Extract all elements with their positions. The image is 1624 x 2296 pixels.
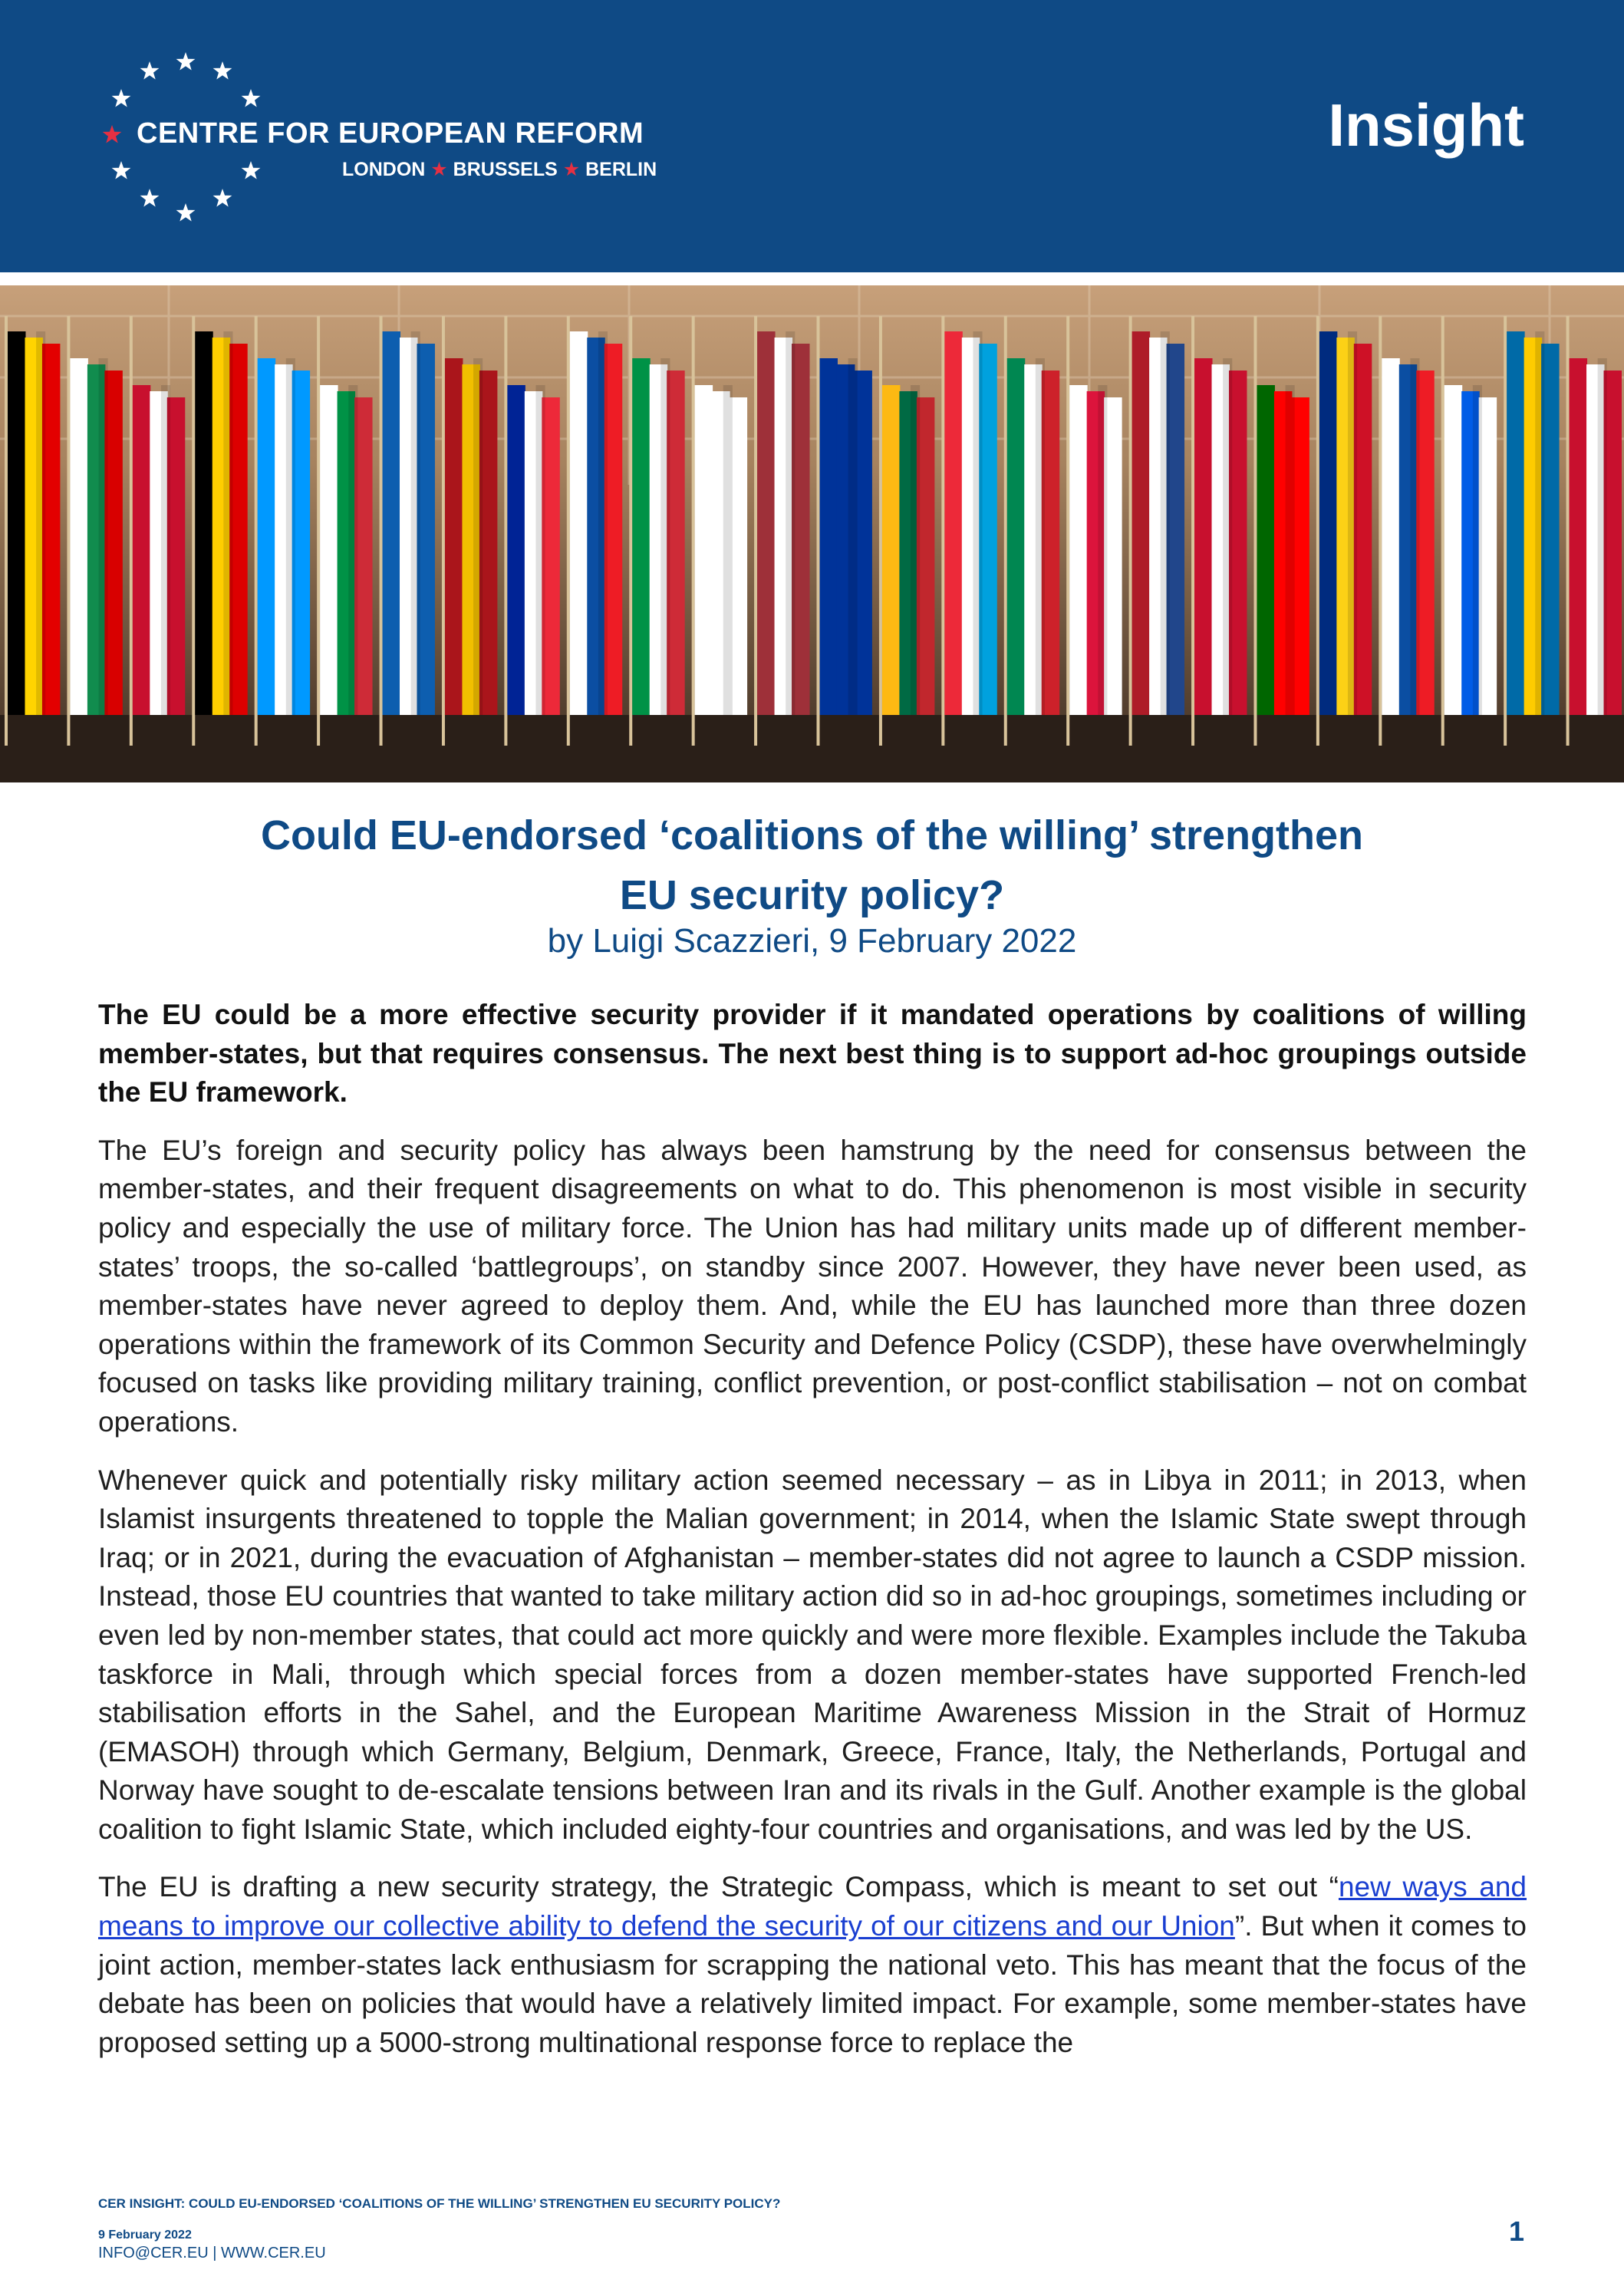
flag-pole: [1441, 316, 1444, 746]
flag-fold-shadow: [1098, 385, 1107, 715]
footer-series-title: CER INSIGHT: COULD EU-ENDORSED ‘COALITIONS OF THE WILLING’ STRENGTHEN EU SECURITY POLICY?: [98, 2196, 781, 2211]
flag-pole: [1066, 316, 1069, 746]
flag-pole: [380, 316, 383, 746]
city-brussels: BRUSSELS: [453, 159, 558, 180]
body-paragraph-3-start: The EU is drafting a new security strategy, the Strategic Compass, which is meant to set out “: [98, 1871, 1339, 1903]
publication-type: Insight: [1328, 91, 1524, 159]
flag-stripe: [1194, 358, 1212, 715]
flag-pole: [629, 316, 632, 746]
article-body: [98, 996, 1527, 2081]
flag-fold-shadow: [286, 358, 295, 715]
flag-stripe: [195, 331, 212, 715]
flag-stripe: [70, 358, 87, 715]
flag-pole: [1504, 316, 1507, 746]
byline: by Luigi Scazzieri, 9 February 2022: [547, 922, 1077, 960]
flag-fold-shadow: [161, 385, 170, 715]
flag-pole: [192, 316, 195, 746]
flag-stripe: [1132, 331, 1150, 715]
flag-fold-shadow: [786, 331, 795, 715]
flag-stripe: [632, 358, 650, 715]
flag-fold-shadow: [223, 331, 232, 715]
lead-paragraph: The EU could be a more effective security provider if it mandated operations by coalitions of willing member-states, but that requires consensus. The next best thing is to support ad-hoc groupings outside the EU framework.: [98, 999, 1527, 1108]
flag-pole: [504, 316, 507, 746]
flag-fold-shadow: [535, 385, 545, 715]
flag-fold-shadow: [1036, 358, 1045, 715]
flag-stripe: [757, 331, 775, 715]
flag-pole: [1004, 316, 1007, 746]
footer-website-link[interactable]: WWW.CER.EU: [220, 2245, 326, 2261]
body-paragraph-3: [98, 1868, 1527, 2062]
flag-pole: [317, 316, 320, 746]
header-banner: [0, 0, 1624, 272]
flag-stripe: [695, 385, 713, 715]
article-title: [92, 805, 1532, 925]
flag-stripe: [383, 331, 400, 715]
flag-stripe: [1069, 385, 1087, 715]
flag-pole: [879, 316, 882, 746]
flag-pole: [817, 316, 820, 746]
body-paragraph-1: The EU’s foreign and security policy has always been hamstrung by the need for consensus between the member-states, and their frequent disagreements on what to do. This phenomenon is most visible in security policy and especially the use of military force. The Union has had military units made up of different member-states’ troops, the so-called ‘battlegroups’, on standby since 2007. However, they have never been used, as member-states have never agreed to deploy them. And, while the EU has launched more than three dozen operations within the framework of its Common Security and Defence Policy (CSDP), these have overwhelmingly focused on tasks like providing military training, conflict prevention, or post-conflict stabilisation – not on combat operations.: [98, 1134, 1527, 1438]
flag-stripe: [1319, 331, 1337, 715]
flag-stripe: [320, 385, 338, 715]
city-london: LONDON: [342, 159, 426, 180]
article-title-line-1: Could EU-endorsed ‘coalitions of the willing’ strengthen: [260, 812, 1364, 858]
flag-fold-shadow: [848, 358, 858, 715]
flag-pole: [255, 316, 258, 746]
footer-separator: |: [212, 2245, 217, 2261]
flag-fold-shadow: [1598, 358, 1607, 715]
flag-fold-shadow: [99, 358, 108, 715]
flag-stripe: [445, 358, 463, 715]
flag-pole: [5, 316, 8, 746]
flag-pole: [1129, 316, 1132, 746]
flag-pole: [692, 316, 695, 746]
red-star-icon: ★: [562, 159, 581, 180]
city-berlin: BERLIN: [585, 159, 657, 180]
flag-fold-shadow: [1535, 331, 1544, 715]
flag-pole: [567, 316, 570, 746]
flag-pole: [67, 316, 70, 746]
flag-pole: [941, 316, 944, 746]
flag-stripe: [882, 385, 900, 715]
flag-fold-shadow: [1410, 358, 1419, 715]
body-paragraph-2: Whenever quick and potentially risky military action seemed necessary – as in Libya in 2011; in 2013, when Islamist insurgents threatened to topple the Malian government; in 2014, when the Islamic State swept through Iraq; or in 2021, during the evacuation of Afghanistan – member-states did not agree to launch a CSDP mission. Instead, those EU countries that wanted to take military action did so in ad-hoc groupings, sometimes including or even led by non-member states, that could act more quickly and were more flexible. Examples include the Takuba taskforce in Mali, through which special forces from a dozen member-states have supported French-led stabilisation efforts in the Sahel, and the European Maritime Awareness Mission in the Strait of Hormuz (EMASOH) through which Germany, Belgium, Denmark, Greece, France, Italy, the Netherlands, Portugal and Norway have sought to de-escalate tensions between Iran and its rivals in the Gulf. Another example is the global coalition to fight Islamic State, which included eighty-four countries and organisations, and was led by the US.: [98, 1464, 1527, 1845]
flag-pole: [1191, 316, 1194, 746]
org-name: CENTRE FOR EUROPEAN REFORM: [137, 117, 644, 150]
article-title-line-2: EU security policy?: [619, 872, 1005, 918]
flag-stripe: [133, 385, 150, 715]
flag-fold-shadow: [1223, 358, 1232, 715]
flag-fold-shadow: [1286, 385, 1295, 715]
flag-stripe: [1257, 385, 1274, 715]
flag-stripe: [8, 331, 25, 715]
footer-contact: [98, 2245, 326, 2262]
flag-pole: [754, 316, 757, 746]
flag-pole: [130, 316, 133, 746]
flag-pole: [1379, 316, 1382, 746]
flag-fold-shadow: [1348, 331, 1357, 715]
flag-fold-shadow: [36, 331, 45, 715]
flag-stripe: [1007, 358, 1025, 715]
flag-stripe: [1507, 331, 1524, 715]
flag-fold-shadow: [411, 331, 420, 715]
cer-logo[interactable]: [92, 42, 706, 234]
flag-stripe: [820, 358, 838, 715]
flag-fold-shadow: [660, 358, 670, 715]
flag-fold-shadow: [723, 385, 733, 715]
flag-stripe: [1382, 358, 1399, 715]
flag-fold-shadow: [1161, 331, 1170, 715]
flag-fold-shadow: [911, 385, 920, 715]
flag-fold-shadow: [598, 331, 608, 715]
flag-pole: [442, 316, 445, 746]
flag-stripe: [944, 331, 962, 715]
page-number: 1: [1508, 2215, 1524, 2247]
flag-stripe: [258, 358, 275, 715]
flag-pole: [1566, 316, 1570, 746]
flag-stripe: [1570, 358, 1587, 715]
flag-fold-shadow: [473, 358, 483, 715]
org-cities: [342, 158, 657, 181]
flag-stripe: [507, 385, 525, 715]
flag-fold-shadow: [973, 331, 982, 715]
flag-stripe: [1444, 385, 1462, 715]
body-paragraph-3-end: ”. But when it comes to joint action, member-states lack enthusiasm for scrapping the national veto. This has meant that the focus of the debate has been on policies that would have a relatively limited impact. For example, some member-states have proposed setting up a 5000-strong multinational response force to replace the: [98, 1910, 1527, 2058]
red-star-icon: ★: [430, 159, 448, 180]
flag-stripe: [570, 331, 588, 715]
flag-fold-shadow: [1473, 385, 1482, 715]
flag-pole: [1316, 316, 1319, 746]
eu-flags-photo: [0, 285, 1624, 782]
flag-pole: [1253, 316, 1257, 746]
flag-fold-shadow: [348, 385, 357, 715]
footer-email-link[interactable]: INFO@CER.EU: [98, 2245, 209, 2261]
strategic-compass-quote-link[interactable]: new ways and means to improve our collective ability to defend the security of our citizens and our Union: [98, 1871, 1527, 1942]
footer-date: 9 February 2022: [98, 2228, 192, 2242]
